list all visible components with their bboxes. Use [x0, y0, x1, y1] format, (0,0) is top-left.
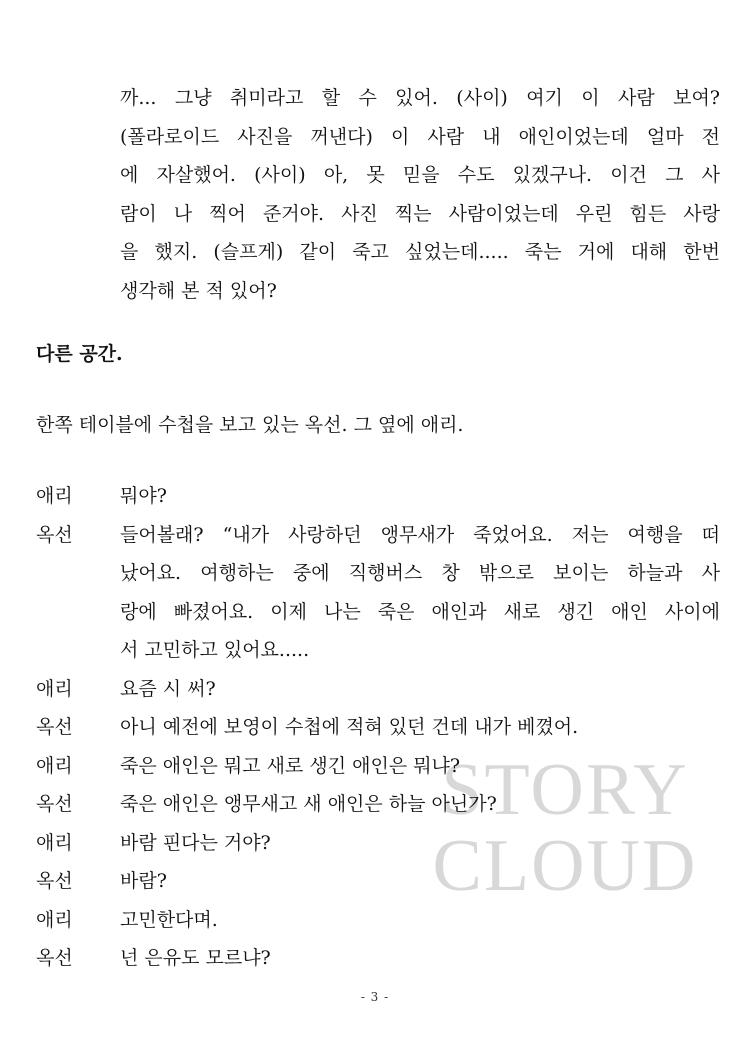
speaker-name: 옥선: [36, 947, 73, 969]
dialogue-turn: [36, 785, 726, 824]
speech-line: 까... 그냥 취미라고 할 수 있어. (사이) 여기 이 사람 보여?: [120, 87, 720, 109]
speech-line: 바람?: [120, 870, 167, 892]
speech-line: 넌 은유도 모르냐?: [120, 947, 271, 969]
speech-line: 들어볼래? “내가 사랑하던 앵무새가 죽었어요. 저는 여행을 떠: [120, 523, 720, 546]
dialogue-turn: [36, 477, 726, 516]
dialogue-turn: [36, 670, 726, 709]
speaker-name: 애리: [36, 485, 73, 507]
speaker-name: 옥선: [36, 716, 73, 738]
dialogue-turn: [36, 747, 726, 786]
speech-line: 났어요. 여행하는 중에 직행버스 창 밖으로 보이는 하늘과 사: [120, 562, 720, 584]
speech: [120, 939, 720, 978]
speech-line: 아니 예전에 보영이 수첩에 적혀 있던 건데 내가 베꼈어.: [120, 716, 579, 738]
speech-line: 요즘 시 써?: [120, 677, 216, 700]
speech: [120, 785, 720, 824]
speaker-name: 애리: [36, 677, 73, 700]
speaker-name: 애리: [36, 831, 73, 854]
dialogue-turn: [36, 862, 726, 901]
speech-line: 바람 핀다는 거야?: [120, 831, 271, 854]
speech: [120, 670, 720, 709]
speech-line: 고민한다며.: [120, 908, 218, 931]
speech-line: 생각해 본 적 있어?: [120, 279, 277, 302]
dialogue-turn: [36, 516, 726, 670]
speech-line: 랑에 빠졌어요. 이제 나는 죽은 애인과 새로 생긴 애인 사이에: [120, 600, 720, 623]
speaker-name: 옥선: [36, 523, 73, 546]
dialogue-turn: [36, 901, 726, 940]
speech: [120, 516, 720, 670]
speech-line: 서 고민하고 있어요.....: [120, 639, 310, 661]
speech: [120, 901, 720, 940]
speaker-name: 옥선: [36, 793, 73, 815]
speech-line: 을 했지. (슬프게) 같이 죽고 싶었는데..... 죽는 거에 대해 한번: [120, 241, 720, 263]
page-number: - 3 -: [360, 990, 390, 1004]
stage-direction: 한쪽 테이블에 수첩을 보고 있는 옥선. 그 옆에 애리.: [36, 414, 464, 436]
speaker-name: 애리: [36, 908, 73, 931]
speech-line: (폴라로이드 사진을 꺼낸다) 이 사람 내 애인이었는데 얼마 전: [120, 125, 720, 148]
dialogue-turn: [36, 939, 726, 978]
speaker-name: 애리: [36, 754, 73, 777]
dialogue-turn: [36, 708, 726, 747]
speech-line: 죽은 애인은 뭐고 새로 생긴 애인은 뭐냐?: [120, 754, 461, 777]
speech-line: 에 자살했어. (사이) 아, 못 믿을 수도 있겠구나. 이건 그 사: [120, 164, 720, 186]
continued-speech: [120, 79, 720, 310]
dialogue-turn: [36, 824, 726, 863]
dialogue-block: [36, 477, 726, 978]
speech-line: 죽은 애인은 앵무새고 새 애인은 하늘 아닌가?: [120, 793, 497, 815]
watermark-line-1: STORY: [441, 749, 689, 831]
speech: [120, 862, 720, 901]
speech: [120, 747, 720, 786]
speaker-name: 옥선: [36, 870, 73, 892]
speech: [120, 708, 720, 747]
speech: [120, 824, 720, 863]
speech: [120, 477, 720, 516]
speech-line: 람이 나 찍어 준거야. 사진 찍는 사람이었는데 우린 힘든 사랑: [120, 202, 720, 225]
watermark-line-2: CLOUD: [432, 825, 698, 907]
scene-heading: 다른 공간.: [36, 343, 123, 365]
speech-line: 뭐야?: [120, 485, 167, 507]
